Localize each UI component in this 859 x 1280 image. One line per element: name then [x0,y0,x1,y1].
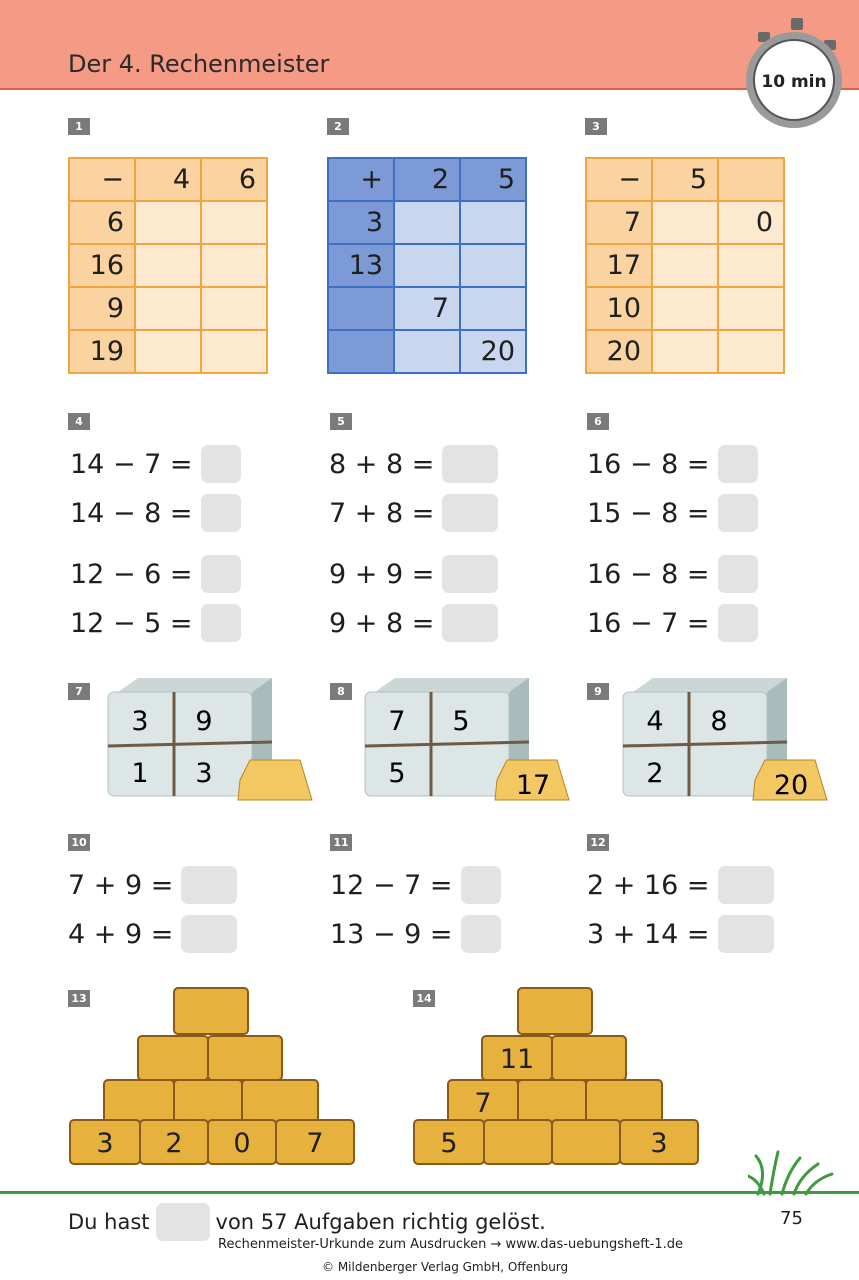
table-cell[interactable] [201,330,267,373]
wall-brick-value: 0 [233,1128,251,1159]
equation: 16 − 8 = [587,444,758,484]
table-cell: 7 [586,201,652,244]
page-title: Der 4. Rechenmeister [68,50,330,78]
table-cell: 10 [586,287,652,330]
grass-icon [748,1150,838,1196]
wall-brick-value: 7 [474,1088,492,1119]
task-badge: 6 [587,413,609,430]
timer-label: 10 min [761,72,827,92]
table-cell[interactable] [652,330,718,373]
table-cell[interactable] [718,158,784,201]
footer-divider [0,1191,859,1194]
table-cell: 20 [460,330,526,373]
score-suffix: von 57 Aufgaben richtig gelöst. [215,1210,546,1234]
table-cell[interactable] [394,201,460,244]
table-cell[interactable] [201,201,267,244]
wall-brick-value: 3 [96,1128,114,1159]
equation: 9 + 9 = [329,554,498,594]
task-badge: 10 [68,834,90,851]
equation: 2 + 16 = [587,865,774,905]
table-cell[interactable] [460,244,526,287]
table-cell: − [586,158,652,201]
table-cell[interactable] [135,330,201,373]
number-wall-13 [66,984,366,1166]
equation: 7 + 8 = [329,493,498,533]
table-cell[interactable] [328,287,394,330]
equation: 4 + 9 = [68,914,237,954]
table-cell[interactable] [135,201,201,244]
parcel-value: 7 [388,706,406,737]
addition-table-2 [327,157,527,374]
parcel-value: 5 [452,706,470,737]
equation: 9 + 8 = [329,603,498,643]
table-cell: 13 [328,244,394,287]
copyright: © Mildenberger Verlag GmbH, Offenburg [322,1260,569,1274]
task-badge: 7 [68,683,90,700]
table-cell: 17 [586,244,652,287]
answer-box[interactable] [442,604,498,642]
table-cell[interactable] [135,244,201,287]
score-line [68,1203,546,1241]
equation: 3 + 14 = [587,914,774,954]
answer-box[interactable] [181,915,237,953]
parcel-value: 9 [195,706,213,737]
table-cell: 20 [586,330,652,373]
answer-box[interactable] [442,445,498,483]
parcel-value: 8 [710,706,728,737]
task-badge: 14 [413,990,435,1007]
wall-brick-value: 2 [165,1128,183,1159]
table-cell: 0 [718,201,784,244]
table-cell[interactable] [718,244,784,287]
answer-box[interactable] [718,915,774,953]
equation: 8 + 8 = [329,444,498,484]
answer-box[interactable] [201,445,241,483]
equation: 12 − 6 = [70,554,241,594]
parcel-value: 3 [131,706,149,737]
task-badge: 2 [327,118,349,135]
task-badge: 12 [587,834,609,851]
equation: 12 − 5 = [70,603,241,643]
table-cell[interactable] [394,330,460,373]
wall-brick-value: 11 [499,1044,535,1075]
score-input[interactable] [156,1203,210,1241]
table-cell[interactable] [652,201,718,244]
task-badge: 8 [330,683,352,700]
parcel-value: 1 [131,758,149,789]
certificate-link[interactable]: Rechenmeister-Urkunde zum Ausdrucken → www.das-uebungsheft-1.de [218,1237,684,1252]
answer-box[interactable] [442,494,498,532]
number-parcel [100,674,320,804]
table-cell[interactable] [460,287,526,330]
equation: 15 − 8 = [587,493,758,533]
equation: 13 − 9 = [330,914,501,954]
wall-brick-value: 7 [306,1128,324,1159]
answer-box[interactable] [442,555,498,593]
answer-box[interactable] [181,866,237,904]
equation: 14 − 7 = [70,444,241,484]
number-wall-14 [410,984,710,1166]
equation: 16 − 7 = [587,603,758,643]
table-cell: 19 [69,330,135,373]
table-cell[interactable] [718,287,784,330]
parcel-value: 4 [646,706,664,737]
parcel-sum: 17 [515,770,551,801]
table-cell[interactable] [652,287,718,330]
page-number: 75 [780,1208,803,1229]
subtraction-table-1 [68,157,268,374]
task-badge: 4 [68,413,90,430]
answer-box[interactable] [718,494,758,532]
table-cell[interactable] [394,244,460,287]
table-cell: 7 [394,287,460,330]
answer-box[interactable] [718,445,758,483]
table-cell[interactable] [201,287,267,330]
subtraction-table-3 [585,157,785,374]
answer-box[interactable] [718,604,758,642]
answer-box[interactable] [201,555,241,593]
table-cell: 2 [394,158,460,201]
table-cell[interactable] [652,244,718,287]
wall-brick-value: 3 [650,1128,668,1159]
table-cell: 16 [69,244,135,287]
equation: 12 − 7 = [330,865,501,905]
table-cell: + [328,158,394,201]
answer-box[interactable] [201,604,241,642]
answer-box[interactable] [718,555,758,593]
wall-brick-value: 5 [440,1128,458,1159]
task-badge: 1 [68,118,90,135]
table-cell: 5 [460,158,526,201]
task-badge: 11 [330,834,352,851]
task-badge: 9 [587,683,609,700]
equation: 14 − 8 = [70,493,241,533]
task-badge: 3 [585,118,607,135]
table-cell: 4 [135,158,201,201]
table-cell: 5 [652,158,718,201]
table-cell[interactable] [135,287,201,330]
answer-box[interactable] [461,915,501,953]
task-badge: 5 [330,413,352,430]
number-parcel [615,674,835,804]
equation: 7 + 9 = [68,865,237,905]
table-cell[interactable] [328,330,394,373]
table-cell: − [69,158,135,201]
score-prefix: Du hast [68,1210,150,1234]
table-cell: 6 [69,201,135,244]
number-parcel [357,674,577,804]
parcel-sum: 20 [773,770,809,801]
answer-box[interactable] [461,866,501,904]
table-cell[interactable] [460,201,526,244]
table-cell: 3 [328,201,394,244]
table-cell[interactable] [718,330,784,373]
parcel-value: 3 [195,758,213,789]
answer-box[interactable] [718,866,774,904]
parcel-value: 2 [646,758,664,789]
equation: 16 − 8 = [587,554,758,594]
table-cell: 9 [69,287,135,330]
parcel-value: 5 [388,758,406,789]
table-cell[interactable] [201,244,267,287]
answer-box[interactable] [201,494,241,532]
task-badge: 13 [68,990,90,1007]
stopwatch-icon [734,14,844,129]
table-cell: 6 [201,158,267,201]
